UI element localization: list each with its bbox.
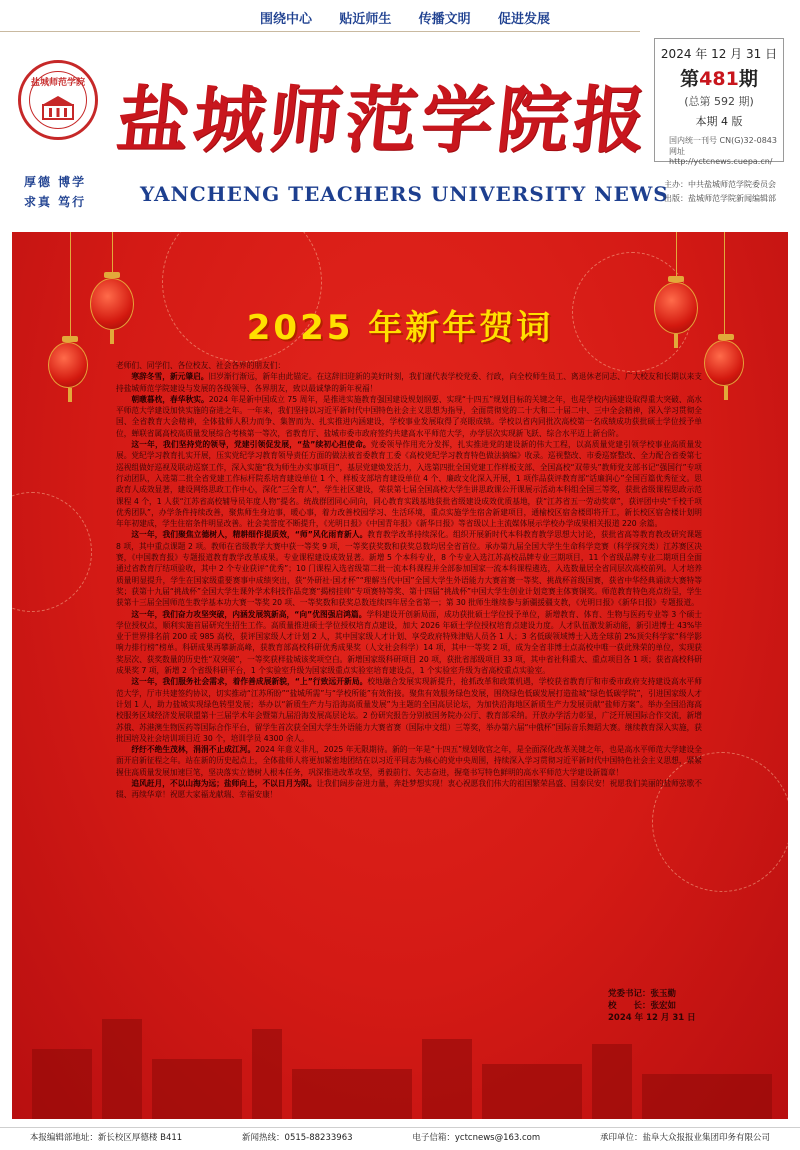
newspaper-title: 盐城师范学院报 xyxy=(112,77,654,162)
slogan-item: 贴近师生 xyxy=(339,12,392,27)
paragraph: 这一年，我们奋力攻坚突破，内涵发展筑新高，“向”优图强启鸿篇。学科建设开创新局面，成功获批硕士学位授予单位，新增教育、体育、生物与医药专业等 3 个硕士学位授权点，顺利实施首届研究生招生工作。高质量推进硕士学位授权培育点建设，加大 2026 年硕士学位授权培育点建设力度。人才队伍激发新动能，新引进博士 43%毕业于世界排名前 200 或 985 高校，获评国家级人才计划 2 人，其中国家级人才计划、享受政府特殊津贴人员各 1 人；3 名低碳领域博士入选全球前 2%顶尖科学家“科学影响力排行榜”榜单。科研成果再攀新高峰，获教育部高校科研优秀成果奖（人文社会科学）14 项，其中一等奖 2 项，成为全省非博士点高校中唯一获此殊荣的单位，实现获奖层次、获奖数量的历史性“双突破”，一等奖获样盐城该奖项空白。新增国家级科研项目 20 项，获批省部级项目 33 项，其中省社科重大、重点项目各 1 项；获省高校科研成果奖 7 项，新增 2 个省级科研平台，1 个实验室升级为国家级重点实验室培育建设点，1 个实验室升级为省高校重点实验室。 xyxy=(116,609,702,676)
paragraph: 这一年，我们坚持党的领导，党建引领促发展，“盐”续初心担使命。党委领导作用充分发挥，扎实推进党的建设新的伟大工程，以高质量党建引领学校事业高质量发展。党纪学习教育扎实开展，压实党纪学习教育领导责任方面的做法被省委教育工委《高校党纪学习教育特色做法摘编》收录。巡视整改、市委巡察整改、全力配合省委第七巡视组做好巡视及联动巡察工作，深入实施“我为师生办实事项目”，基层党建焕发活力，入选第四批全国党建工作样板支部、全国高校“双带头”教师党支部书记“强国行”专项行动团队，入选第二批全省党建工作标杆院系培育建设单位 1 个、样板支部培育建设单位 4 个、廉政文化深入开展，1 项作品获评教育部“话廉润心”全国百篇优秀征文。思政育人成效显著，建设网络思政工作中心，深化“三全育人”，学生社区建设，荣获第七届全国高校大学生讲思政课公开课展示活动本科组全国三等奖，获批省级课程思政示范课程 4 个，1 人获“江苏省高校辅导员年度人物”提名。统战群团同心同向，同心教育实践基地获批省级建设成效优质基地，获“江苏省五一劳动奖章”，获评团中央“千校千项优秀团队”，办学条件持续改善，聚焦师生身边事，暖心事，着力改善校园学习、生活环境，重点实施学生宿舍新建项目，通榆校区宿舍楼即将开工，新长校区宿舍楼计划明年年初建成，学生住宿条件明显改善。社会美誉度不断提升，《光明日报》《中国青年报》《新华日报》等省级以上主流媒体展示学校办学成果相关报道 220 余篇。 xyxy=(116,440,702,529)
newspaper-title-english: YANCHENG TEACHERS UNIVERSITY NEWS xyxy=(140,182,669,206)
slogan-item: 围绕中心 xyxy=(260,12,313,27)
header-divider xyxy=(0,31,640,32)
paragraph: 寒辞冬雪，新元肇启。旧岁渐行渐远，新年由此锚定。在这辞旧迎新的美好时刻，我们谨代表学校党委、行政，向全校师生员工、离退休老同志、广大校友和长期以来支持盐城师范学院建设与发展的各级领导、各界朋友，致以最诚挚的新年祝福！ xyxy=(116,372,702,393)
footer-email: 电子信箱：yctcnews@163.com xyxy=(412,1133,541,1143)
slogan-item: 促进发展 xyxy=(497,12,550,27)
motto-line: 厚德 博学 xyxy=(24,175,87,189)
campus-skyline xyxy=(12,999,788,1119)
website: 网址 http://yctcnews.cuepa.cn/ xyxy=(669,147,773,166)
article-body xyxy=(116,360,702,801)
signature-date: 2024 年 12 月 31 日 xyxy=(608,1013,696,1023)
paragraph: 朝暾暮枕，春华秋实。2024 年是新中国成立 75 周年，是推进实施教育强国建设规划纲要、实现“十四五”规划目标的关键之年，也是学校内涵建设取得重大突破、高水平师范大学建设加快实施的奋进之年。一年来，我们坚持以习近平新时代中国特色社会主义思想为指导，全面贯彻党的二十大和二十届二中、三中全会精神，深入学习贯彻全国、全省教育大会精神，全体盐师人积力而争、集智而为、扎实推进内涵建设，学校事业发展取得了亮眼成绩。学校以省内同批次高校第一名成绩成功获批硕士学位授予单位，蝉联省属高校高质量发展综合考核第一等次，省教育厅、盐城市委市政府签约共建高水平师范大学，办学层次实现新飞跃、综合水平迈上新台阶。 xyxy=(116,394,702,438)
slogan-item: 传播文明 xyxy=(418,12,471,27)
school-motto xyxy=(24,172,86,212)
paragraph: 纾纡不绝生茂林，涓涓不止成江河。2024 年意义非凡，2025 年无限期待。新的一年是“十四五”规划收官之年，是全面深化改革关键之年，也是高水平师范大学建设全面开启新征程之年。站在新的历史起点上，全体盐师人将更加紧密地团结在以习近平同志为核心的党中央周围，持续深入学习贯彻习近平新时代中国特色社会主义思想，紧紧握住高质量发展加速巨笔，坚决落实立德树人根本任务，巩深推进改革攻坚，勇毅前行、矢志奋进，握毫书写特色鲜明的高水平师范大学建设新篇章！ xyxy=(116,745,702,777)
cn-code: 国内统一刊号 CN(G)32-0843 xyxy=(669,136,777,145)
article-title: 2025 年新年贺词 xyxy=(246,308,554,348)
building-icon xyxy=(41,95,75,121)
issue-page: 本期 4 版 xyxy=(695,115,743,128)
paragraph: 这一年，我们聚焦立德树人，精耕细作提质效，“师”风化雨育新人。教育教学改革持续深化。组织开展新时代本科教育教学思想大讨论，获批省高等教育教改研究课题 8 项，其中重点课题 2 项。教师在省级教学大赛中获一等奖 9 项，一等奖获奖数和获奖总数均居全省首位。承办第九届全国大学生生命科学竞赛（科学探究类）江苏赛区决赛，《中国教育报》专题报道教育教学改革成果。专业课程建设成效显著。新增 5 个本科专业，8 个专业入选江苏高校品牌专业三期项目，11 个省级品牌专业二期项目全面通过省教育厅结项验收，其中 2 个专业获评“优秀”；10 门课程入选省级第二批一流本科课程并全部参加国家一流本科课程遴选，入选数量居全省同层次高校前列。人才培养质量明显提升，学生在国家级重要赛事中成绩突出，获“外研社·国才杯”“理解当代中国”全国大学生外语能力大赛首赛一等奖、挑战杯首级国赛，获省中华经典诵读大赛特等奖；获第十九届“挑战杯”全国大学生课外学术科技作品竞赛“揭榜挂帅”专项赛特等奖、第十四届“挑战杯”中国大学生创业计划竞赛主体赛铜奖。师范教育特色亮点纷呈，学生获第十三届全国师范生教学基本功大赛一等奖 20 项、一等奖数和获奖总数连续四年居全省第一；第 30 批师生继续参与新疆援疆支教，《光明日报》《新华日报》专题报道。 xyxy=(116,530,702,608)
footer-phone: 新闻热线：0515-88233963 xyxy=(242,1133,353,1143)
signature-party-secretary: 党委书记：张玉勤 xyxy=(608,989,677,999)
issue-info-box xyxy=(654,38,784,166)
publisher-info xyxy=(664,178,776,206)
footer-printer: 承印单位：盐阜大众报报业集团印务有限公司 xyxy=(600,1133,771,1143)
paragraph: 追风赶月，不以山海为远；盐师向上，不以日月为限。让我们阔步奋进力量，奔赴梦想实现！衷心祝愿我们伟大的祖国繁荣昌盛、国泰民安！祝愿我们美丽的盐师弦歌不辍、再续华章！祝愿大家福龙献瑞、幸福安康！ xyxy=(116,778,702,800)
host-line: 主办：中共盐城师范学院委员会 xyxy=(664,180,776,189)
footer xyxy=(0,1127,800,1145)
motto-line: 求真 笃行 xyxy=(24,195,87,209)
slogan-bar xyxy=(260,8,550,27)
firework-decoration xyxy=(12,492,92,612)
issue-number: 第481期 xyxy=(680,68,758,90)
issue-total: (总第 592 期) xyxy=(684,95,754,108)
publisher-line: 出版：盐城师范学院新闻编辑部 xyxy=(664,194,776,203)
signature-president: 校 长：张宏如 xyxy=(608,1001,677,1011)
issue-date: 2024 年 12 月 31 日 xyxy=(660,47,778,61)
footer-address: 本报编辑部地址：新长校区厚德楼 B411 xyxy=(29,1133,183,1143)
greeting: 老师们、同学们、各位校友、社会各界的朋友们： xyxy=(116,361,286,370)
new-year-poster xyxy=(12,232,788,1119)
university-logo-icon xyxy=(18,60,98,140)
paragraph: 这一年，我们服务社会需求，着作善成展新貌，“上”行致远开新局。校地融合发展实现新提升，抢抓改革和政策机遇，学校获省教育厅和市委市政府支持建设高水平师范大学，厅市共建签约协议，切实推动“江苏所盼”“盐城所需”与“学校所能”有效衔接。聚焦有效服务绿色发展，围绕绿色低碳发展打造盐城“绿色低碳学院”，引进国家级人才计划 1 人，助力盐城实现绿色转型发展；举办以“新质生产力与沿海高质量发展”为主题的全国高层论坛，为加快沿海地区新质生产力发展贡献“盐师方案”。举办全国沿海高校服务区域经济发展联盟第十三届学术年会暨第九届沿海发展高层论坛。2 份研究报告分别被国务院办公厅、教育部采纳。开放办学活力彰显，广泛开展国际合作交流，新增苏俄、苏港澳生物医药等国际合作平台，留学生首次获全国大学生外语能力大赛省赛（国际中文组）三等奖，举办第六届“中俄杯”国际音乐舞蹈大赛。继续教育深入实施，获批国培及社会培训项目近 30 个，培训学员 4300 余人。 xyxy=(116,677,702,743)
logo-text: 盐城师范学院 xyxy=(30,78,85,88)
